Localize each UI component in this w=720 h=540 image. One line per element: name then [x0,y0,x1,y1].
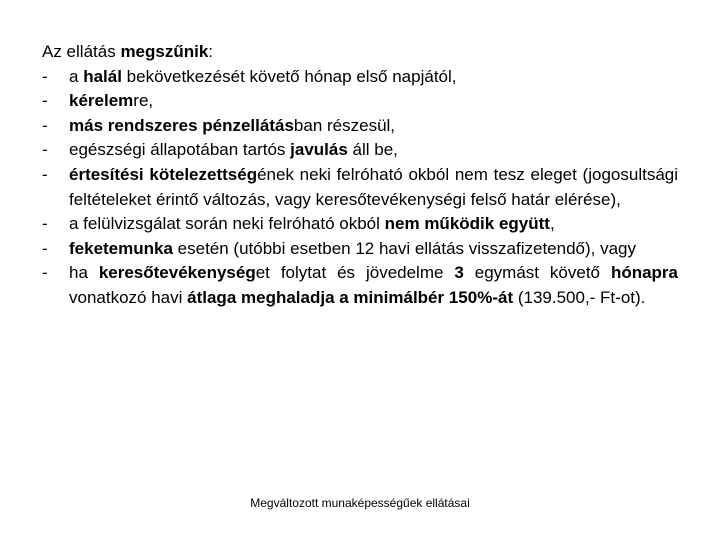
list-bullet: - [42,66,48,86]
text-run: egészségi állapotában tartós [69,140,291,160]
list-bullet: - [42,140,48,160]
list-bullet: - [42,91,48,111]
footer-text: Megváltozott munaképességűek ellátásai [250,496,470,510]
bold-text: 3 [454,263,464,283]
text-run: vonatkozó havi [69,287,188,307]
item-halal [42,65,678,90]
bold-text: értesítési kötelezettség [69,164,258,184]
text-run: egymást követő [463,263,611,283]
bold-text: megszűnik [120,42,209,61]
item-javulas [42,138,678,163]
intro-line [42,40,678,65]
text-run: et folytat és jövedelme [255,263,455,283]
item-keresotevekenyseg [42,261,678,310]
bold-text: átlaga meghaladja a minimálbér 150%-át [187,287,514,307]
item-kerelem [42,89,678,114]
list-bullet: - [42,115,48,135]
list-bullet: - [42,164,48,184]
text-run: áll be, [347,140,398,160]
bold-text: feketemunka [69,238,173,258]
termination-list [42,65,678,311]
text-run: esetén (utóbbi esetben 12 havi ellátás visszafizetendő), vagy [172,238,636,258]
list-bullet: - [42,238,48,258]
text-run: , [549,214,555,234]
content-body [42,40,678,311]
text-run: a felülvizsgálat során neki felróható okból [69,214,385,234]
text-run: Az ellátás [42,42,121,61]
text-run: : [208,42,214,61]
text-run: (139.500,- Ft-ot). [513,287,646,307]
text-run: ének neki felróható okból nem tesz eleget (jogosultsági feltételeket érintő változás, vagy keresőtevékenységi felső határ elérése), [69,164,678,209]
bold-text: kérelem [69,91,134,111]
text-run: ha [69,263,99,283]
text-run: bekövetkezését követő hónap első napjától, [121,66,457,86]
item-feketemunka [42,237,678,262]
text-run: ban részesül, [293,115,396,135]
text-run: a [69,66,84,86]
text-run: re, [133,91,154,111]
item-penzellatas [42,114,678,139]
item-ertesitesi [42,163,678,212]
list-bullet: - [42,263,48,283]
item-felulvizsgalat [42,212,678,237]
bold-text: nem működik együtt [384,214,550,234]
list-bullet: - [42,214,48,234]
bold-text: keresőtevékenység [98,263,256,283]
bold-text: hónapra [610,263,678,283]
bold-text: halál [83,66,122,86]
bold-text: javulás [290,140,348,160]
bold-text: más rendszeres pénzellátás [69,115,294,135]
